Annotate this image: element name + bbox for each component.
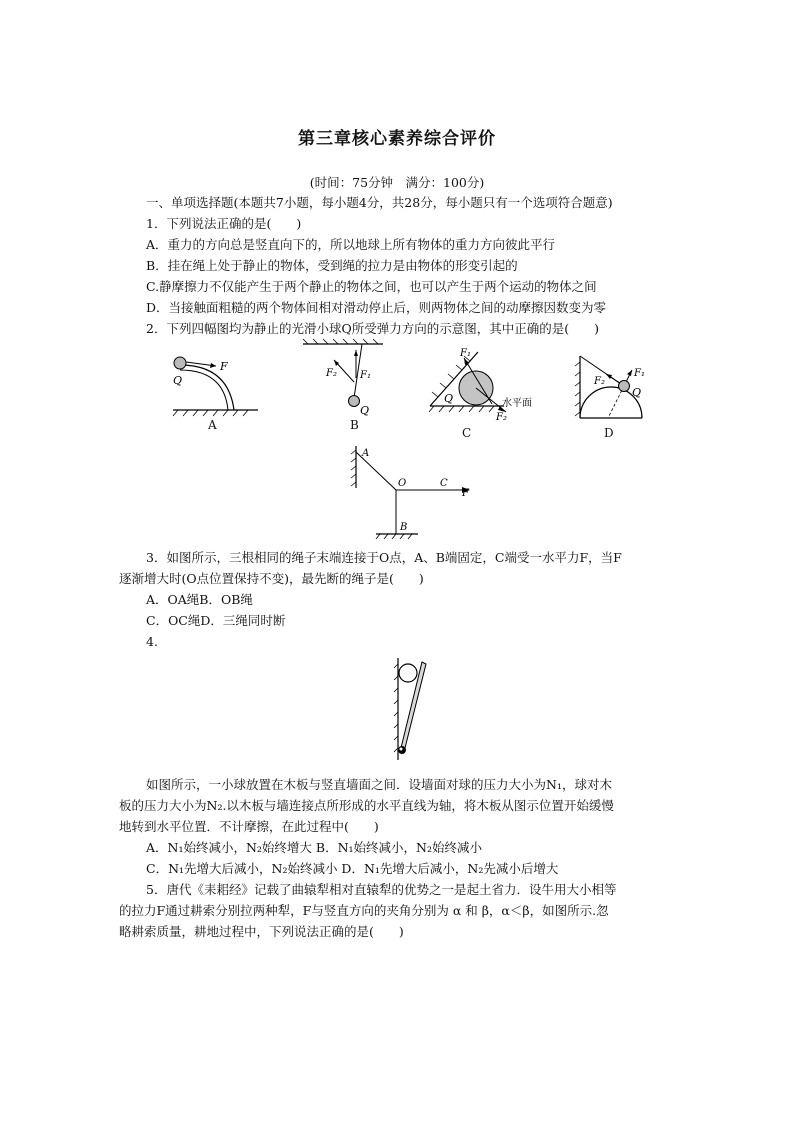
figure-d-caption: D xyxy=(604,426,614,440)
label-f1: F₁ xyxy=(460,348,471,359)
ground-hatch xyxy=(173,410,248,416)
q3-stem-line1: 3．如图所示，三根相同的绳子末端连接于O点，A、B端固定，C端受一水平力F，当F xyxy=(146,550,622,565)
figure-a-caption: A xyxy=(208,418,217,432)
section-heading: 一、单项选择题(本题共7小题，每小题4分，共28分，每小题只有一个选项符合题意) xyxy=(146,195,613,210)
ball-q xyxy=(619,381,630,392)
q2-figure-c xyxy=(424,346,544,440)
q3-figure xyxy=(348,444,478,544)
q4-options-ab: A．N₁始终减小，N₂始终增大 B．N₁始终减小，N₂始终减小 xyxy=(146,840,482,855)
q2-stem: 2．下列四幅图均为静止的光滑小球Q所受弹力方向的示意图，其中正确的是( ) xyxy=(146,321,599,336)
label-f2: F₂ xyxy=(326,368,337,379)
label-o: O xyxy=(398,478,407,489)
q5-stem-line1: 5．唐代《耒耜经》记载了曲辕犁相对直辕犁的优势之一是起土省力．设牛用大小相等 xyxy=(146,882,617,897)
label-f2: F₂ xyxy=(594,376,605,387)
ground-hatch xyxy=(376,534,412,539)
ball-q xyxy=(174,357,186,369)
q5-stem-line2: 的拉力F通过耕索分别拉两种犁，F与竖直方向的夹角分别为 α 和 β，α＜β，如图所示.忽 xyxy=(119,903,609,918)
ball-q xyxy=(349,396,360,407)
figure-c-diagram xyxy=(424,346,544,426)
label-f2: F₂ xyxy=(496,412,507,423)
label-q: Q xyxy=(444,392,454,405)
q1-option-d: D．当接触面粗糙的两个物体间相对滑动停止后，则两物体之间的动摩擦因数变为零 xyxy=(146,300,607,315)
q3-stem-line2: 逐渐增大时(O点位置保持不变)，最先断的绳子是( ) xyxy=(119,571,424,586)
q4-figure xyxy=(392,656,432,764)
label-f: F xyxy=(220,360,228,373)
q1-option-a: A．重力的方向总是竖直向下的，所以地球上所有物体的重力方向彼此平行 xyxy=(146,237,556,252)
q3-options-cd: C．OC绳D．三绳同时断 xyxy=(146,613,286,628)
q3-options-ab: A．OA绳B．OB绳 xyxy=(146,592,253,607)
q4-stem-line1: 如图所示，一小球放置在木板与竖直墙面之间．设墙面对球的压力大小为N₁，球对木 xyxy=(146,777,612,792)
page-title: 第三章核心素养综合评价 xyxy=(298,129,496,149)
label-q: Q xyxy=(632,386,642,399)
force-arrowhead xyxy=(210,363,216,368)
label-q: Q xyxy=(360,404,370,417)
label-b: B xyxy=(400,522,408,533)
q4-options-cd: C．N₁先增大后减小，N₂始终减小 D．N₁先增大后减小，N₂先减小后增大 xyxy=(146,861,559,876)
figure-d-diagram xyxy=(572,354,652,424)
figure-c-caption: C xyxy=(462,426,472,440)
label-horizontal: 水平面 xyxy=(502,398,532,409)
q2-figure-b xyxy=(298,338,398,432)
wall-hatch xyxy=(351,450,356,486)
ceiling-hatch xyxy=(303,339,378,344)
q4-stem-line3: 地转到水平位置．不计摩擦，在此过程中( ) xyxy=(119,819,379,834)
q2-figure-a xyxy=(168,348,268,432)
q1-option-b: B．挂在绳上处于静止的物体，受到绳的拉力是由物体的形变引起的 xyxy=(146,258,518,273)
curved-surface-inner xyxy=(180,370,228,410)
figure-a-diagram xyxy=(168,348,268,418)
label-f1: F₁ xyxy=(634,368,645,379)
ball xyxy=(399,664,417,682)
q3-rope-diagram xyxy=(348,444,478,544)
q4-stem-line2: 板的压力大小为N₂.以木板与墙连接点所形成的水平直线为轴，将木板从图示位置开始缓慢 xyxy=(119,798,614,813)
label-c: C xyxy=(440,478,448,489)
wall-hatch xyxy=(575,362,580,416)
q5-stem-line3: 略耕索质量，耕地过程中，下列说法正确的是( ) xyxy=(119,924,404,939)
figure-b-caption: B xyxy=(350,418,359,432)
label-q: Q xyxy=(173,374,183,387)
ground-hatch xyxy=(429,406,494,412)
q1-option-c: C.静摩擦力不仅能产生于两个静止的物体之间，也可以产生于两个运动的物体之间 xyxy=(146,279,597,294)
q4-number: 4. xyxy=(146,634,158,649)
wall-hatch xyxy=(394,664,398,752)
q4-board-wall-diagram xyxy=(392,656,432,764)
label-f1: F₁ xyxy=(360,370,371,381)
exam-time-info: (时间：75分钟 满分：100分) xyxy=(309,175,485,190)
q1-stem: 1．下列说法正确的是( ) xyxy=(146,216,302,231)
label-f: F xyxy=(462,488,469,499)
q2-figure-d xyxy=(572,354,652,440)
figure-b-diagram xyxy=(298,338,398,418)
label-a: A xyxy=(362,448,370,459)
